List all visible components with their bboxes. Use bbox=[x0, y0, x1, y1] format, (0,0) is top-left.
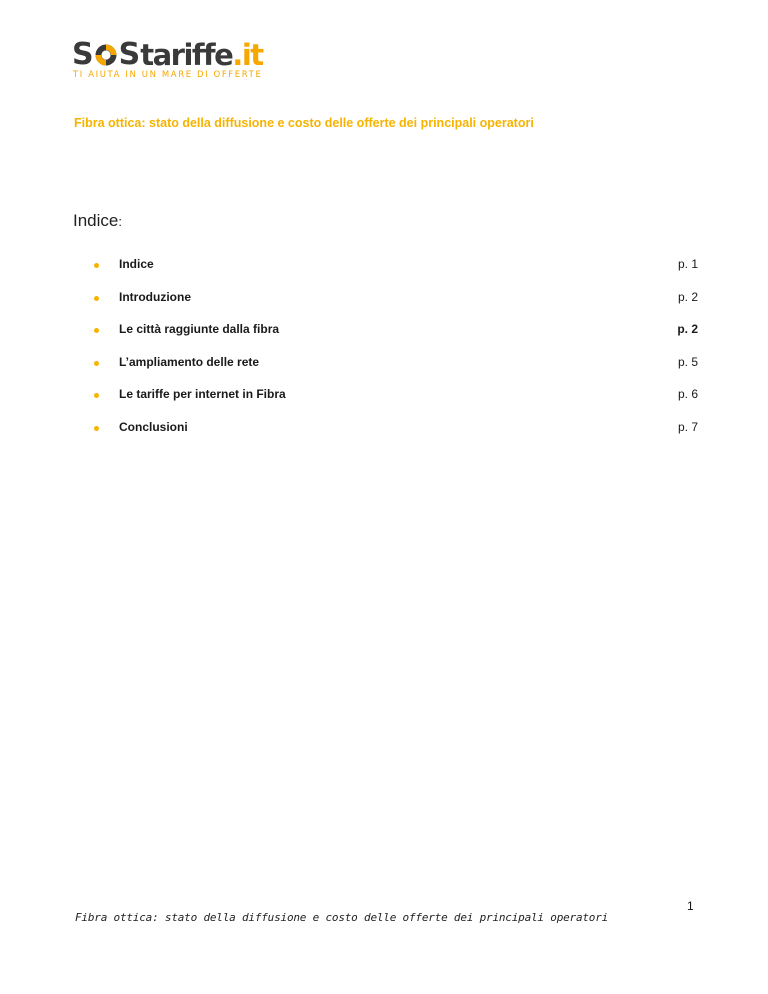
toc-item-page: p. 1 bbox=[677, 257, 698, 271]
toc-item-label: Conclusioni bbox=[119, 419, 188, 434]
logo-dot: . bbox=[232, 38, 242, 72]
toc-item-label: Le tariffe per internet in Fibra bbox=[119, 387, 286, 402]
toc-item-label: L’ampliamento delle rete bbox=[119, 354, 260, 369]
toc-item-conclusioni[interactable] bbox=[94, 420, 698, 453]
toc-item-page: p. 5 bbox=[677, 354, 698, 369]
toc-heading bbox=[73, 211, 122, 231]
logo-tagline: TI AIUTA IN UN MARE DI OFFERTE bbox=[73, 70, 263, 80]
toc-item-tariffe-fibra[interactable] bbox=[94, 387, 698, 420]
page-number: 1 bbox=[687, 899, 694, 913]
footer-text: Fibra ottica: stato della diffusione e costo delle offerte dei principali operatori bbox=[75, 911, 609, 924]
toc-item-indice[interactable] bbox=[94, 257, 698, 290]
toc-item-page: p. 6 bbox=[677, 387, 698, 402]
toc-item-label: Le città raggiunte dalla fibra bbox=[119, 322, 280, 337]
bullet-icon bbox=[94, 328, 99, 333]
sostariffe-logo bbox=[72, 37, 263, 82]
bullet-icon bbox=[94, 426, 99, 431]
toc-item-page: p. 2 bbox=[677, 322, 698, 337]
logo-letter-s: S bbox=[72, 37, 93, 72]
bullet-icon bbox=[94, 296, 99, 301]
logo-letter-s-2: S bbox=[118, 37, 140, 72]
logo-word-it: it bbox=[241, 38, 263, 72]
toc-heading-colon: : bbox=[118, 214, 122, 229]
lifebuoy-icon bbox=[94, 43, 118, 67]
document-title: Fibra ottica: stato della diffusione e costo delle offerte dei principali operatori bbox=[74, 116, 534, 130]
bullet-icon bbox=[94, 263, 99, 268]
logo-wordmark bbox=[72, 37, 263, 72]
logo-word-tariffe: tariffe bbox=[140, 38, 233, 72]
toc-heading-text: Indice bbox=[73, 211, 119, 230]
toc-item-page: p. 2 bbox=[677, 289, 698, 304]
toc-item-citta-raggiunte[interactable] bbox=[94, 322, 698, 355]
bullet-icon bbox=[94, 393, 99, 398]
bullet-icon bbox=[94, 361, 99, 366]
toc-item-ampliamento-rete[interactable] bbox=[94, 355, 698, 388]
toc-item-label: Indice bbox=[119, 257, 154, 271]
toc-item-introduzione[interactable] bbox=[94, 290, 698, 323]
table-of-contents bbox=[94, 257, 698, 453]
toc-item-page: p. 7 bbox=[677, 419, 698, 434]
logo-word bbox=[140, 40, 262, 70]
toc-item-label: Introduzione bbox=[119, 289, 191, 304]
